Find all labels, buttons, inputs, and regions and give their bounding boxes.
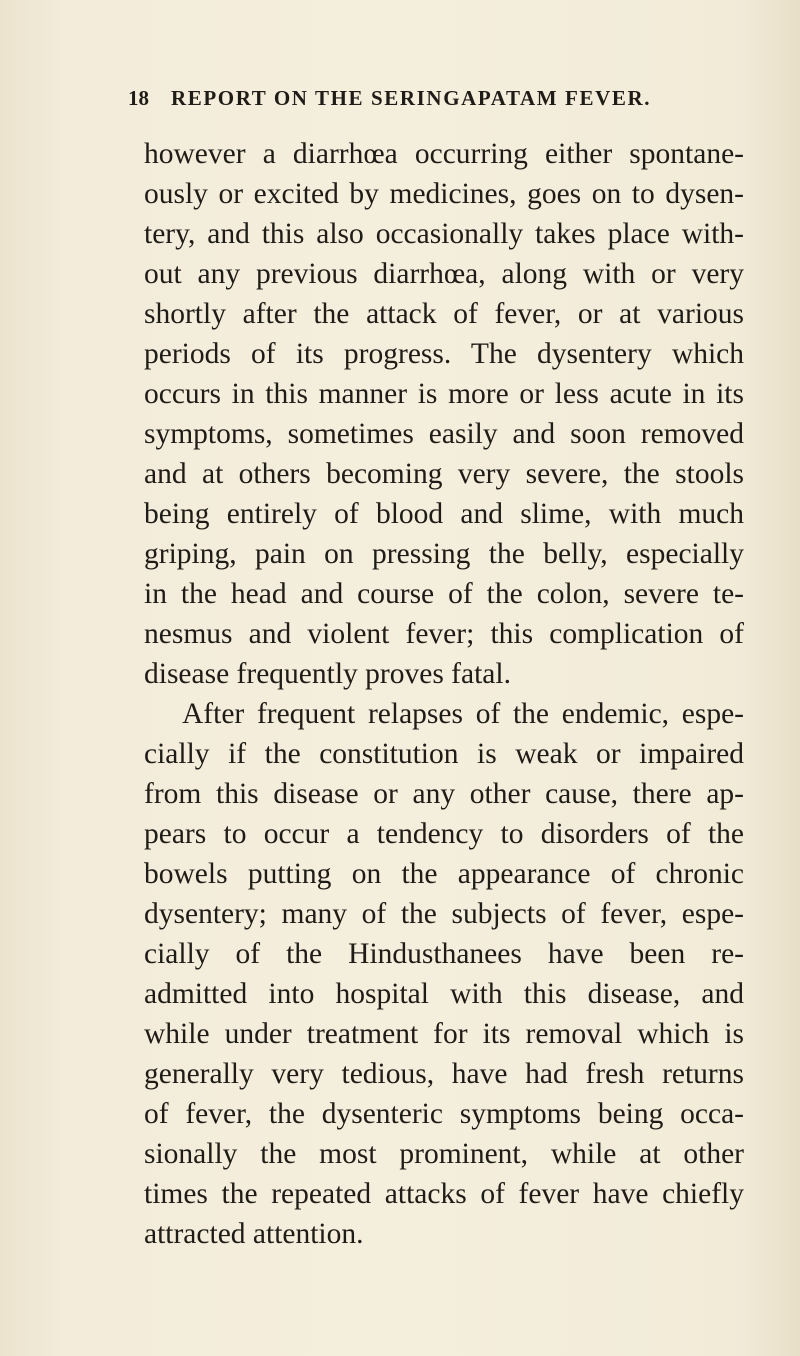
text-line: being entirely of blood and slime, with much [144,498,744,530]
text-line: shortly after the attack of fever, or at various [144,298,744,330]
text-line: attracted attention. [144,1218,364,1250]
text-line: symptoms, sometimes easily and soon removed [144,418,744,450]
paragraph-2 [144,694,744,1254]
text-line: disease frequently proves fatal. [144,658,511,690]
text-line: from this disease or any other cause, there ap- [144,778,744,810]
text-line: After frequent relapses of the endemic, espe- [182,698,744,730]
text-line: of fever, the dysenteric symptoms being occa- [144,1098,744,1130]
text-line: while under treatment for its removal which is [144,1018,744,1050]
text-line: cially if the constitution is weak or impaired [144,738,744,770]
text-line: tery, and this also occasionally takes place with- [144,218,744,250]
text-line: pears to occur a tendency to disorders of the [144,818,744,850]
text-line: periods of its progress. The dysentery which [144,338,744,370]
text-line: out any previous diarrhœa, along with or very [144,258,744,290]
text-line: however a diarrhœa occurring either spontane- [144,138,744,170]
page-number: 18 [128,86,149,110]
text-line: admitted into hospital with this disease, and [144,978,744,1010]
text-line: bowels putting on the appearance of chronic [144,858,744,890]
text-line: sionally the most prominent, while at other [144,1138,744,1170]
text-line: generally very tedious, have had fresh returns [144,1058,744,1090]
text-line: griping, pain on pressing the belly, especially [144,538,744,570]
paragraph-1 [144,134,744,694]
running-title: REPORT ON THE SERINGAPATAM FEVER. [171,86,652,110]
text-line: ously or excited by medicines, goes on to dysen- [144,178,744,210]
text-line: in the head and course of the colon, severe te- [144,578,744,610]
text-line: times the repeated attacks of fever have chiefly [144,1178,744,1210]
text-line: occurs in this manner is more or less acute in its [144,378,744,410]
body-text [144,134,744,1254]
text-line: and at others becoming very severe, the stools [144,458,744,490]
text-line: cially of the Hindusthanees have been re- [144,938,744,970]
text-line: nesmus and violent fever; this complication of [144,618,744,650]
text-line: dysentery; many of the subjects of fever, espe- [144,898,744,930]
running-header [128,86,728,122]
